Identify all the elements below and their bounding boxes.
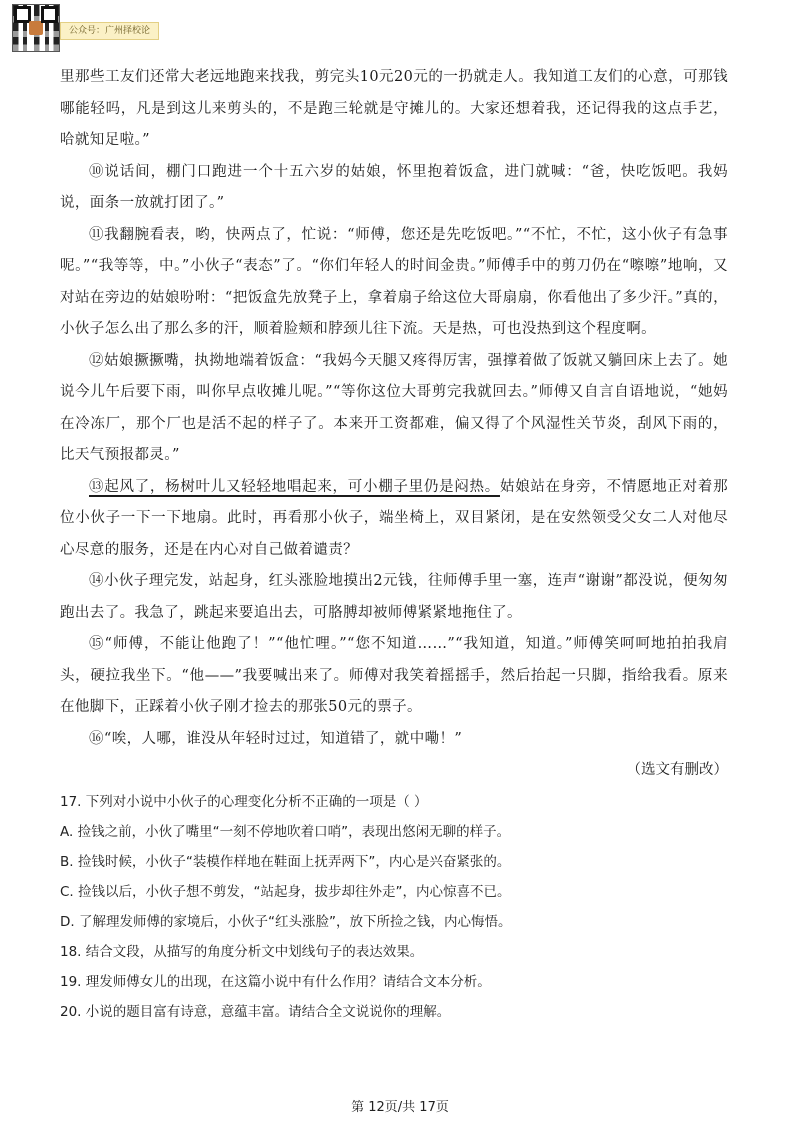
story-paragraph-13 [60, 472, 728, 567]
question-17-option-a: A. 捡钱之前，小伙了嘴里“一刻不停地吹着口哨”，表现出悠闲无聊的样子。 [60, 823, 511, 840]
story-paragraph-12: ⑫姑娘撅撅嘴，执拗地端着饭盒：“我妈今天腿又疼得厉害，强撑着做了饭就又躺回床上去了。她说今儿午后要下雨，叫你早点收摊儿呢。”“等你这位大哥剪完我就回去。”师傅又自言自语地说，“她妈在冷冻厂，那个厂也是活不起的样子了。本来开工资都难，偏又得了个风湿性关节炎，刮风下雨的，比天气预报都灵。” [60, 352, 728, 463]
question-18: 18. 结合文段，从描写的角度分析文中划线句子的表达效果。 [60, 943, 424, 960]
qr-logo [29, 21, 43, 35]
story-paragraph-10: ⑩说话间，棚门口跑进一个十五六岁的姑娘，怀里抱着饭盒，进门就喊：“爸，快吃饭吧。我妈说，面条一放就打团了。” [60, 163, 728, 211]
story-paragraph-continued: 里那些工友们还常大老远地跑来找我，剪完头10元20元的一扔就走人。我知道工友们的心意，可那钱哪能轻吗，凡是到这儿来剪头的，不是跑三轮就是守摊儿的。大家还想着我，还记得我的这点手艺，哈就知足啦。” [60, 69, 728, 148]
page-number: 第 12页/共 17页 [351, 1100, 449, 1115]
question-19: 19. 理发师傅女儿的出现，在这篇小说中有什么作用？请结合文本分析。 [60, 973, 491, 990]
story-paragraph-14: ⑭小伙子理完发，站起身，红头涨脸地摸出2元钱，往师傅手里一塞，连声“谢谢”都没说，便匆匆跑出去了。我急了，跳起来要追出去，可胳膊却被师傅紧紧地拖住了。 [60, 573, 728, 621]
page-content [60, 62, 728, 1027]
wechat-account-badge: 公众号：广州择校论 [60, 22, 159, 40]
underlined-sentence: ⑬起风了，杨树叶儿又轻轻地唱起来，可小棚子里仍是闷热。 [89, 478, 500, 495]
question-17-option-c: C. 捡钱以后，小伙子想不剪发，“站起身，拔步却往外走”，内心惊喜不已。 [60, 883, 511, 900]
question-17-option-b: B. 捡钱时候，小伙子“装模作样地在鞋面上抚弄两下”，内心是兴奋紧张的。 [60, 853, 511, 870]
question-20: 20. 小说的题目富有诗意，意蕴丰富。请结合全文说说你的理解。 [60, 1003, 451, 1020]
question-17-option-d: D. 了解理发师傅的家境后，小伙子“红头涨脸”，放下所捡之钱，内心悔悟。 [60, 913, 512, 930]
source-note: （选文有删改） [626, 762, 728, 778]
story-paragraph-11: ⑪我翻腕看表，哟，快两点了，忙说：“师傅，您还是先吃饭吧。”“不忙，不忙，这小伙子有急事呢。”“我等等，中。”小伙子“表态”了。“你们年轻人的时间金贵。”师傅手中的剪刀仍在“嚓嚓”地响，又对站在旁边的姑娘吩咐：“把饭盒先放凳子上，拿着扇子给这位大哥扇扇，你看他出了多少汗。”真的，小伙子怎么出了那么多的汗，顺着脸颊和脖颈儿往下流。天是热，可也没热到这个程度啊。 [60, 226, 728, 337]
qr-code-icon [12, 4, 60, 52]
question-17: 17. 下列对小说中小伙子的心理变化分析不正确的一项是（ ） [60, 793, 428, 810]
story-paragraph-15: ⑮“师傅，不能让他跑了！”“他忙哩。”“您不知道……”“我知道，知道。”师傅笑呵呵地拍拍我肩头，硬拉我坐下。“他——”我要喊出来了。师傅对我笑着摇摇手，然后抬起一只脚，指给我看。原来在他脚下，正踩着小伙子刚才捡去的那张50元的票子。 [60, 636, 728, 715]
story-paragraph-13-rest: 姑娘站在身旁，不情愿地正对着那位小伙子一下一下地扇。此时，再看那小伙子，端坐椅上，双目紧闭，是在安然领受父女二人对他尽心尽意的服务，还是在内心对自己做着谴责？ [60, 478, 728, 558]
story-paragraph-16: ⑯“唉，人哪，谁没从年轻时过过，知道错了，就中嘞！” [89, 730, 463, 747]
